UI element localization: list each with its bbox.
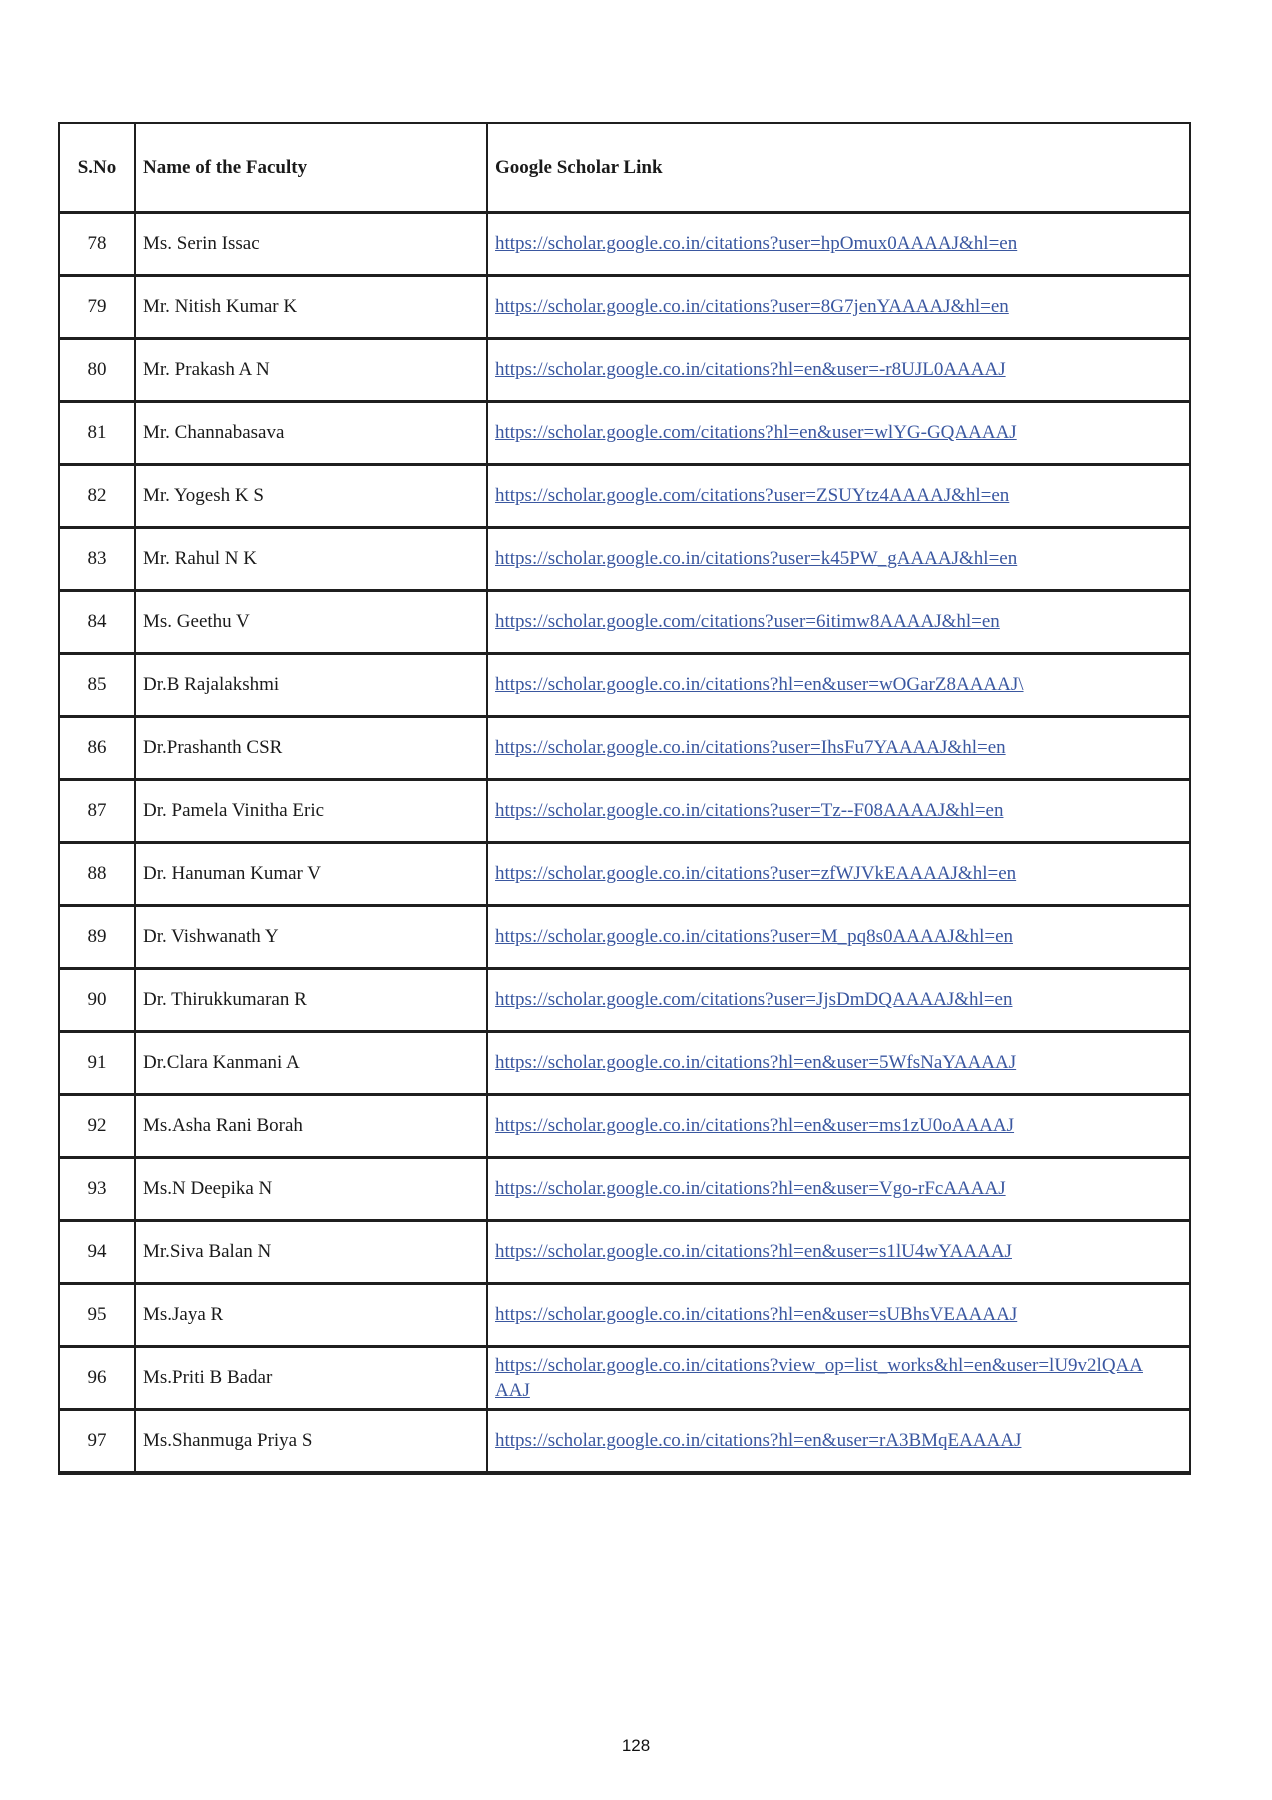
sno-cell: 83 <box>59 528 135 591</box>
name-cell: Dr.Prashanth CSR <box>135 717 487 780</box>
name-cell: Mr.Siva Balan N <box>135 1221 487 1284</box>
name-cell: Mr. Nitish Kumar K <box>135 276 487 339</box>
column-header-sno: S.No <box>59 123 135 213</box>
sno-cell: 87 <box>59 780 135 843</box>
scholar-link[interactable]: https://scholar.google.co.in/citations?hl=en&user=ms1zU0oAAAAJ <box>495 1115 1015 1137</box>
table-row <box>59 276 1190 339</box>
name-cell: Mr. Rahul N K <box>135 528 487 591</box>
table-row <box>59 969 1190 1032</box>
sno-cell: 94 <box>59 1221 135 1284</box>
sno-cell: 93 <box>59 1158 135 1221</box>
sno-cell: 82 <box>59 465 135 528</box>
name-cell: Ms.Priti B Badar <box>135 1347 487 1410</box>
sno-cell: 92 <box>59 1095 135 1158</box>
name-cell: Ms. Geethu V <box>135 591 487 654</box>
sno-cell: 84 <box>59 591 135 654</box>
name-cell: Ms.Shanmuga Priya S <box>135 1410 487 1474</box>
name-cell: Mr. Prakash A N <box>135 339 487 402</box>
scholar-link[interactable]: https://scholar.google.co.in/citations?hl=en&user=sUBhsVEAAAAJ <box>495 1304 1018 1326</box>
faculty-scholar-table <box>58 122 1191 1475</box>
table-row <box>59 843 1190 906</box>
table-row <box>59 591 1190 654</box>
scholar-link[interactable]: https://scholar.google.com/citations?hl=en&user=wlYG-GQAAAAJ <box>495 422 1017 444</box>
page-number: 128 <box>621 1736 651 1755</box>
scholar-link[interactable]: https://scholar.google.com/citations?user=6itimw8AAAAJ&hl=en <box>495 611 1000 633</box>
sno-cell: 96 <box>59 1347 135 1410</box>
name-cell: Mr. Yogesh K S <box>135 465 487 528</box>
table-row <box>59 213 1190 276</box>
name-cell: Dr. Thirukkumaran R <box>135 969 487 1032</box>
sno-cell: 81 <box>59 402 135 465</box>
name-cell: Ms.Asha Rani Borah <box>135 1095 487 1158</box>
table-row <box>59 465 1190 528</box>
table-row <box>59 717 1190 780</box>
table-row <box>59 654 1190 717</box>
sno-cell: 86 <box>59 717 135 780</box>
name-cell: Dr.Clara Kanmani A <box>135 1032 487 1095</box>
scholar-link[interactable]: https://scholar.google.co.in/citations?user=k45PW_gAAAAJ&hl=en <box>495 548 1018 570</box>
name-cell: Ms.N Deepika N <box>135 1158 487 1221</box>
table-row <box>59 1095 1190 1158</box>
scholar-link[interactable]: https://scholar.google.co.in/citations?hl=en&user=s1lU4wYAAAAJ <box>495 1241 1012 1263</box>
table-row <box>59 1284 1190 1347</box>
scholar-link[interactable]: https://scholar.google.co.in/citations?user=hpOmux0AAAAJ&hl=en <box>495 233 1018 255</box>
sno-cell: 95 <box>59 1284 135 1347</box>
scholar-link[interactable]: https://scholar.google.co.in/citations?user=IhsFu7YAAAAJ&hl=en <box>495 737 1006 759</box>
scholar-link[interactable]: https://scholar.google.co.in/citations?hl=en&user=Vgo-rFcAAAAJ <box>495 1178 1006 1200</box>
table-row <box>59 1221 1190 1284</box>
name-cell: Dr. Pamela Vinitha Eric <box>135 780 487 843</box>
sno-cell: 78 <box>59 213 135 276</box>
table-header-row <box>59 123 1190 213</box>
name-cell: Dr. Vishwanath Y <box>135 906 487 969</box>
sno-cell: 91 <box>59 1032 135 1095</box>
name-cell: Dr. Hanuman Kumar V <box>135 843 487 906</box>
sno-cell: 80 <box>59 339 135 402</box>
table-row <box>59 528 1190 591</box>
sno-cell: 88 <box>59 843 135 906</box>
sno-cell: 85 <box>59 654 135 717</box>
table-row <box>59 339 1190 402</box>
name-cell: Ms. Serin Issac <box>135 213 487 276</box>
scholar-link[interactable]: https://scholar.google.co.in/citations?user=8G7jenYAAAAJ&hl=en <box>495 296 1009 318</box>
table-row <box>59 1347 1190 1410</box>
table-row <box>59 1032 1190 1095</box>
table-row <box>59 906 1190 969</box>
sno-cell: 89 <box>59 906 135 969</box>
scholar-link[interactable]: https://scholar.google.com/citations?user=JjsDmDQAAAAJ&hl=en <box>495 989 1013 1011</box>
column-header-link: Google Scholar Link <box>487 123 1190 213</box>
faculty-table-body <box>59 213 1190 1474</box>
column-header-name: Name of the Faculty <box>135 123 487 213</box>
table-row <box>59 402 1190 465</box>
scholar-link[interactable]: https://scholar.google.co.in/citations?hl=en&user=-r8UJL0AAAAJ <box>495 359 1006 381</box>
table-row <box>59 780 1190 843</box>
name-cell: Ms.Jaya R <box>135 1284 487 1347</box>
table-row <box>59 1158 1190 1221</box>
sno-cell: 97 <box>59 1410 135 1474</box>
sno-cell: 79 <box>59 276 135 339</box>
scholar-link[interactable]: https://scholar.google.co.in/citations?view_op=list_works&hl=en&user=lU9v2lQAAAAJ <box>495 1354 1143 1401</box>
scholar-link[interactable]: https://scholar.google.co.in/citations?hl=en&user=wOGarZ8AAAAJ\ <box>495 674 1024 696</box>
table-row <box>59 1410 1190 1474</box>
name-cell: Mr. Channabasava <box>135 402 487 465</box>
scholar-link[interactable]: https://scholar.google.com/citations?user=ZSUYtz4AAAAJ&hl=en <box>495 485 1010 507</box>
scholar-link[interactable]: https://scholar.google.co.in/citations?hl=en&user=5WfsNaYAAAAJ <box>495 1052 1017 1074</box>
scholar-link[interactable]: https://scholar.google.co.in/citations?user=Tz--F08AAAAJ&hl=en <box>495 800 1004 822</box>
name-cell: Dr.B Rajalakshmi <box>135 654 487 717</box>
scholar-link[interactable]: https://scholar.google.co.in/citations?user=M_pq8s0AAAAJ&hl=en <box>495 926 1014 948</box>
sno-cell: 90 <box>59 969 135 1032</box>
scholar-link[interactable]: https://scholar.google.co.in/citations?hl=en&user=rA3BMqEAAAAJ <box>495 1430 1022 1452</box>
scholar-link[interactable]: https://scholar.google.co.in/citations?user=zfWJVkEAAAAJ&hl=en <box>495 863 1017 885</box>
